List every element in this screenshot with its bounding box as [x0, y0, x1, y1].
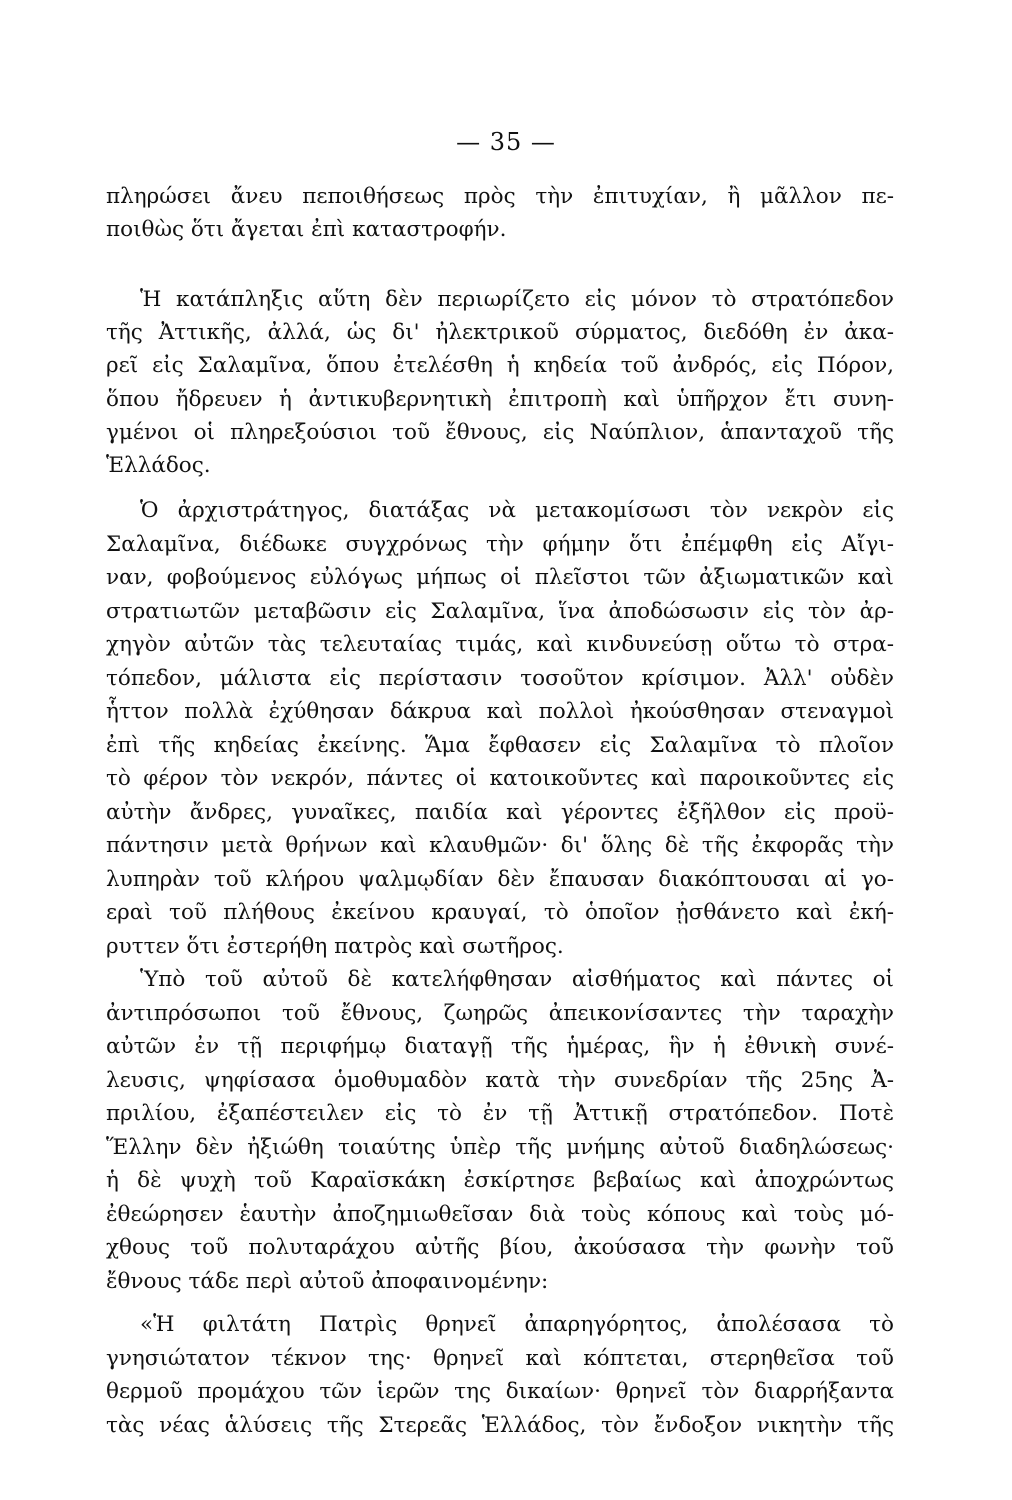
text-line: ἧττον πολλὰ ἐχύθησαν δάκρυα καὶ πολλοὶ ἠκούσθησαν στεναγμοὶ: [106, 699, 894, 724]
text-line: ἡ δὲ ψυχὴ τοῦ Καραϊσκάκη ἐσκίρτησε βεβαίως καὶ ἀποχρώντως: [106, 1168, 894, 1193]
text-line: Ἡ κατάπληξις αὕτη δὲν περιωρίζετο εἰς μόνον τὸ στρατόπεδον: [140, 287, 894, 312]
text-line: «Ἡ φιλτάτη Πατρὶς θρηνεῖ ἀπαρηγόρητος, ἀπολέσασα τὸ: [140, 1312, 894, 1337]
text-line: τῆς Ἀττικῆς, ἀλλά, ὡς δι' ἠλεκτρικοῦ σύρματος, διεδόθη ἐν ἀκα-: [106, 320, 894, 345]
text-line: ρυττεν ὅτι ἐστερήθη πατρὸς καὶ σωτῆρος.: [106, 934, 564, 959]
text-line: πάντησιν μετὰ θρήνων καὶ κλαυθμῶν· δι' ὅλης δὲ τῆς ἐκφορᾶς τὴν: [106, 833, 894, 858]
text-line: αὐτὴν ἄνδρες, γυναῖκες, παιδία καὶ γέροντες ἐξῆλθον εἰς προϋ-: [106, 800, 894, 825]
text-line: Ὁ ἀρχιστράτηγος, διατάξας νὰ μετακομίσωσι τὸν νεκρὸν εἰς: [140, 498, 894, 523]
text-line: Ἑλλάδος.: [106, 453, 211, 478]
text-line: γμένοι οἱ πληρεξούσιοι τοῦ ἔθνους, εἰς Ναύπλιον, ἁπανταχοῦ τῆς: [106, 420, 894, 445]
text-line: ποιθὼς ὅτι ἄγεται ἐπὶ καταστροφήν.: [106, 217, 507, 242]
text-line: εραὶ τοῦ πλήθους ἐκείνου κραυγαί, τὸ ὁποῖον ᾐσθάνετο καὶ ἐκή-: [106, 900, 894, 925]
text-line: ἔθνους τάδε περὶ αὐτοῦ ἀποφαινομένην:: [106, 1269, 549, 1294]
text-line: ἐθεώρησεν ἑαυτὴν ἀποζημιωθεῖσαν διὰ τοὺς κόπους καὶ τοὺς μό-: [106, 1202, 894, 1227]
text-line: ρεῖ εἰς Σαλαμῖνα, ὅπου ἐτελέσθη ἡ κηδεία τοῦ ἀνδρός, εἰς Πόρον,: [106, 353, 894, 378]
text-line: πληρώσει ἄνευ πεποιθήσεως πρὸς τὴν ἐπιτυχίαν, ἢ μᾶλλον πε-: [106, 184, 894, 209]
text-line: ἐπὶ τῆς κηδείας ἐκείνης. Ἅμα ἔφθασεν εἰς Σαλαμῖνα τὸ πλοῖον: [106, 733, 894, 758]
text-line: χηγὸν αὐτῶν τὰς τελευταίας τιμάς, καὶ κινδυνεύσῃ οὕτω τὸ στρα-: [106, 632, 894, 657]
text-line: ἀντιπρόσωποι τοῦ ἔθνους, ζωηρῶς ἀπεικονίσαντες τὴν ταραχὴν: [106, 1001, 894, 1026]
text-line: λυπηρὰν τοῦ κλήρου ψαλμῳδίαν δὲν ἔπαυσαν διακόπτουσαι αἱ γο-: [106, 867, 894, 892]
text-line: λευσις, ψηφίσασα ὁμοθυμαδὸν κατὰ τὴν συνεδρίαν τῆς 25ης Ἀ-: [106, 1068, 894, 1093]
text-line: τόπεδον, μάλιστα εἰς περίστασιν τοσοῦτον κρίσιμον. Ἀλλ' οὐδὲν: [106, 666, 894, 691]
text-line: ὅπου ἤδρευεν ἡ ἀντικυβερνητικὴ ἐπιτροπὴ καὶ ὑπῆρχον ἔτι συνη-: [106, 387, 894, 412]
text-line: Ἕλλην δὲν ἠξιώθη τοιαύτης ὑπὲρ τῆς μνήμης αὐτοῦ διαδηλώσεως·: [106, 1135, 894, 1160]
text-line: γνησιώτατον τέκνον της· θρηνεῖ καὶ κόπτεται, στερηθεῖσα τοῦ: [106, 1346, 894, 1371]
text-line: στρατιωτῶν μεταβῶσιν εἰς Σαλαμῖνα, ἵνα ἀποδώσωσιν εἰς τὸν ἀρ-: [106, 599, 894, 624]
text-line: Ὑπὸ τοῦ αὐτοῦ δὲ κατελήφθησαν αἰσθήματος καὶ πάντες οἱ: [140, 967, 894, 992]
text-line: θερμοῦ προμάχου τῶν ἱερῶν της δικαίων· θρηνεῖ τὸν διαρρήξαντα: [106, 1379, 894, 1404]
text-line: αὐτῶν ἐν τῇ περιφήμῳ διαταγῇ τῆς ἡμέρας, ἣν ἡ ἐθνικὴ συνέ-: [106, 1034, 894, 1059]
text-line: τὰς νέας ἁλύσεις τῆς Στερεᾶς Ἑλλάδος, τὸν ἔνδοξον νικητὴν τῆς: [106, 1413, 894, 1438]
text-line: χθους τοῦ πολυταράχου αὐτῆς βίου, ἀκούσασα τὴν φωνὴν τοῦ: [106, 1235, 894, 1260]
text-line: τὸ φέρον τὸν νεκρόν, πάντες οἱ κατοικοῦντες καὶ παροικοῦντες εἰς: [106, 766, 894, 791]
text-line: ναν, φοβούμενος εὐλόγως μήπως οἱ πλεῖστοι τῶν ἀξιωματικῶν καὶ: [106, 565, 894, 590]
page-number: — 35 —: [456, 128, 556, 156]
text-line: Σαλαμῖνα, διέδωκε συγχρόνως τὴν φήμην ὅτι ἐπέμφθη εἰς Αἴγι-: [106, 532, 894, 557]
text-line: πριλίου, ἐξαπέστειλεν εἰς τὸ ἐν τῇ Ἀττικῇ στρατόπεδον. Ποτὲ: [106, 1101, 894, 1126]
